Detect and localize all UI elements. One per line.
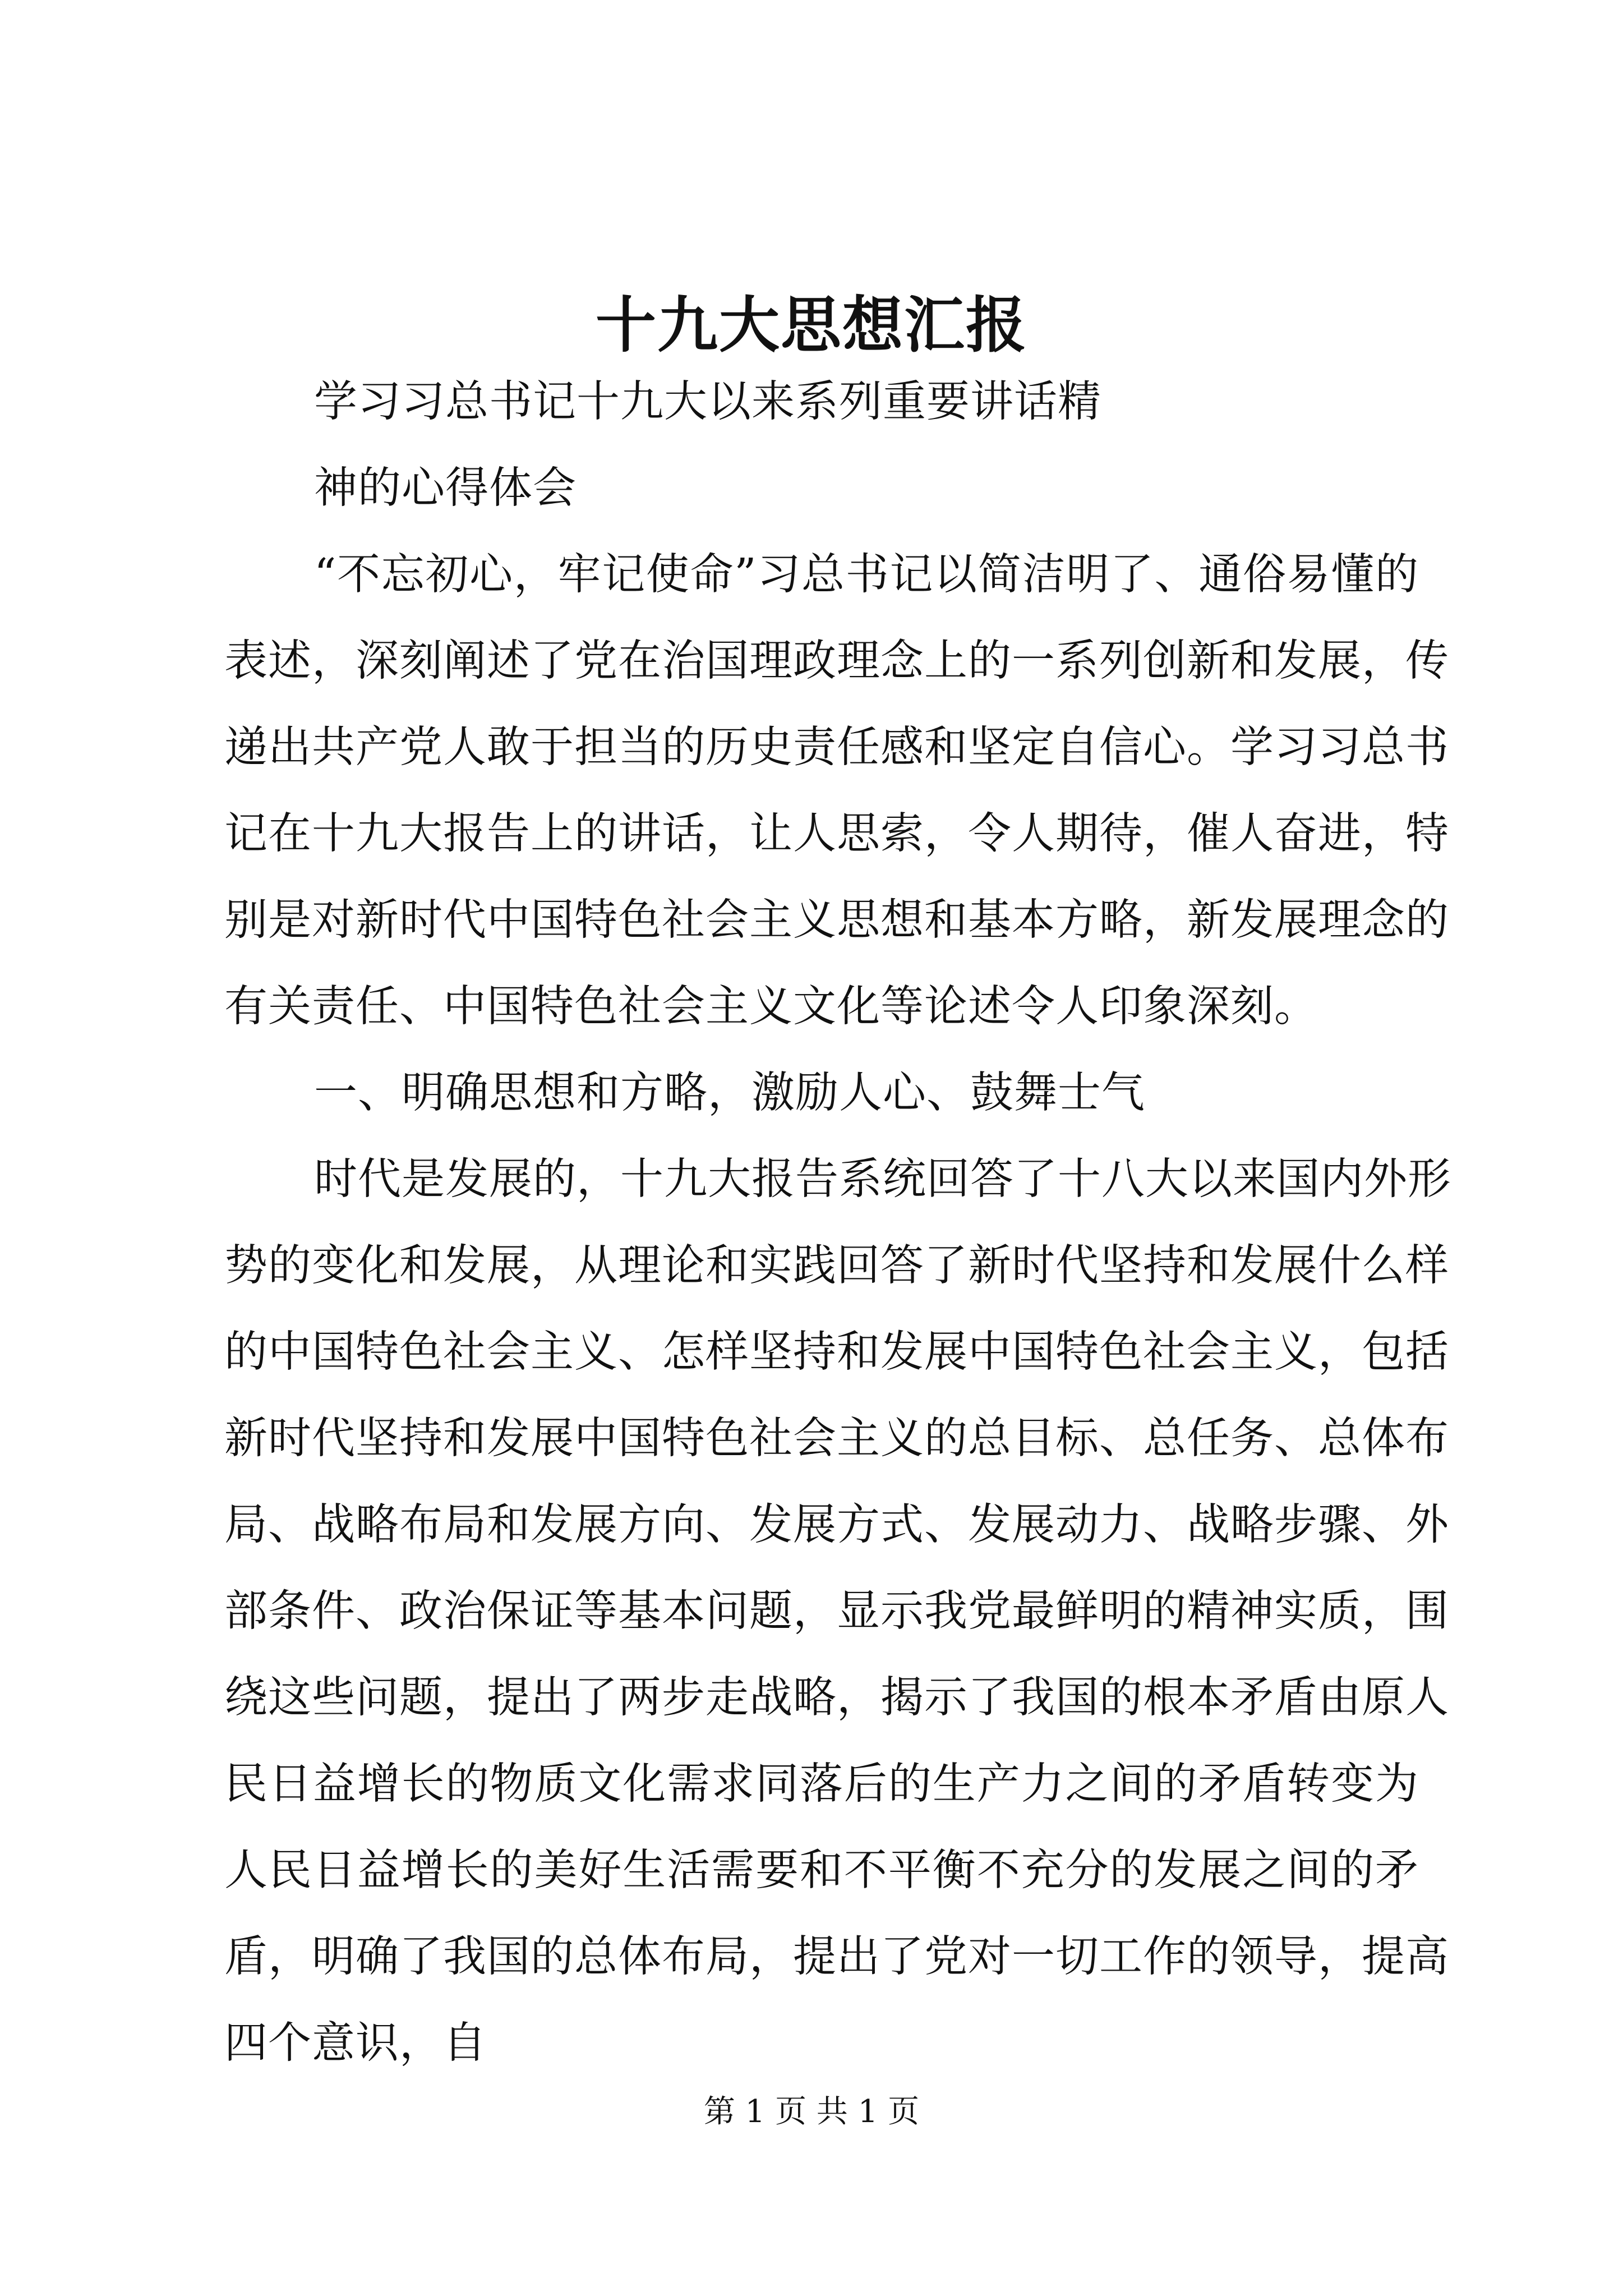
text-line: 民日益增长的物质文化需求同落后的生产力之间的矛盾转变为 (224, 1759, 1419, 1809)
page-footer: 第 1 页 共 1 页 (703, 2093, 920, 2130)
text-line: “不忘初心，牢记使命”习总书记以简洁明了、通俗易懂的 (314, 550, 1419, 600)
text-line: 表述，深刻阐述了党在治国理政理念上的一系列创新和发展，传 (224, 636, 1449, 686)
text-line: 的中国特色社会主义、怎样坚持和发展中国特色社会主义，包括 (224, 1327, 1449, 1377)
text-line: 神的心得体会 (314, 463, 577, 513)
text-line: 记在十九大报告上的讲话，让人思索，令人期待，催人奋进，特 (224, 809, 1449, 859)
text-line: 学习习总书记十九大以来系列重要讲话精 (314, 377, 1101, 427)
text-line: 人民日益增长的美好生活需要和不平衡不充分的发展之间的矛 (224, 1846, 1419, 1895)
document-body (224, 359, 1451, 2087)
text-line: 绕这些问题，提出了两步走战略，揭示了我国的根本矛盾由原人 (224, 1673, 1449, 1723)
text-line: 新时代坚持和发展中国特色社会主义的总目标、总任务、总体布 (224, 1414, 1449, 1464)
text-line: 有关责任、中国特色社会主义文化等论述令人印象深刻。 (224, 982, 1318, 1032)
document-title: 十九大思想汇报 (595, 290, 1027, 361)
text-line: 盾，明确了我国的总体布局，提出了党对一切工作的领导，提高 (224, 1932, 1449, 1982)
section-heading: 一、明确思想和方略，激励人心、鼓舞士气 (314, 1068, 1145, 1118)
text-line: 递出共产党人敢于担当的历史责任感和坚定自信心。学习习总书 (224, 723, 1449, 772)
text-line: 别是对新时代中国特色社会主义思想和基本方略，新发展理念的 (224, 895, 1449, 945)
text-line: 势的变化和发展，从理论和实践回答了新时代坚持和发展什么样 (224, 1241, 1449, 1291)
text-line: 时代是发展的，十九大报告系统回答了十八大以来国内外形 (314, 1154, 1451, 1204)
text-line: 局、战略布局和发展方向、发展方式、发展动力、战略步骤、外 (224, 1500, 1449, 1550)
text-line: 部条件、政治保证等基本问题，显示我党最鲜明的精神实质，围 (224, 1586, 1449, 1636)
text-line: 四个意识，自 (224, 2018, 487, 2068)
